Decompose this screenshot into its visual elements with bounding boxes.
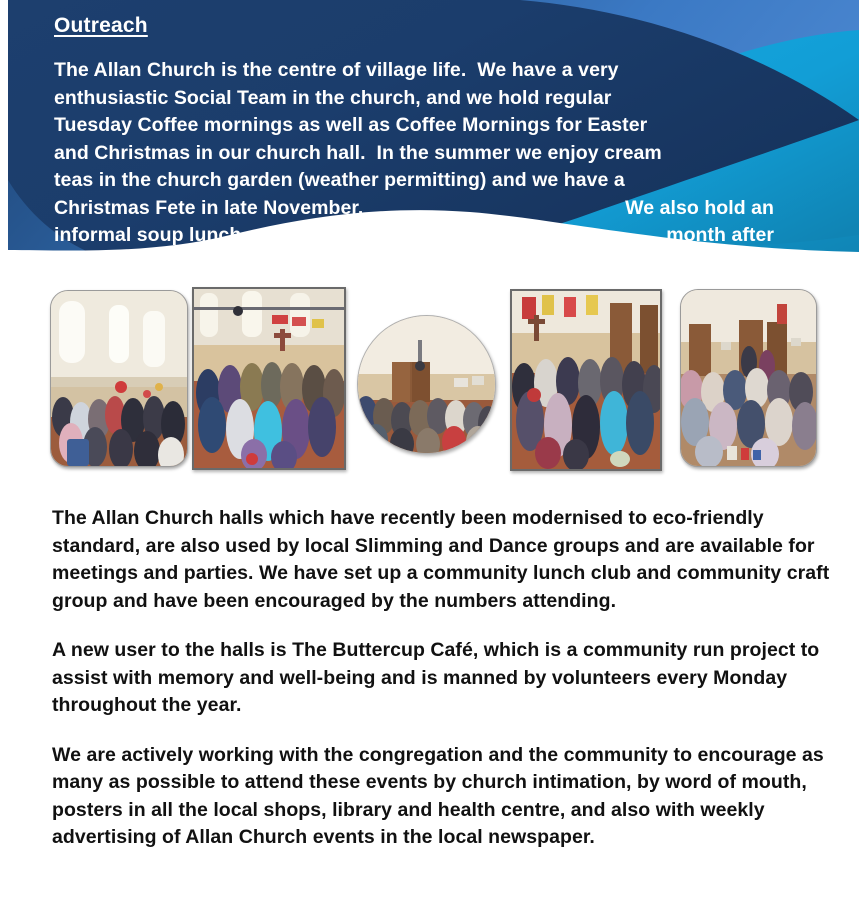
- banner-line-3: Tuesday Coffee mornings as well as Coffee Mornings for Easter: [54, 114, 648, 136]
- banner-line-8: Sunday worship.: [54, 251, 211, 274]
- banner-line-4: and Christmas in our church hall. In the summer we enjoy cream: [54, 141, 662, 164]
- paragraph-buttercup-cafe: A new user to the halls is The Buttercup Café, which is a community run project to assist with memory and well-being and is manned by volunteers every Monday throughout the year.: [52, 639, 820, 716]
- photo-church-hall-congregation-standing: [50, 290, 188, 467]
- paragraph-halls: The Allan Church halls which have recently been modernised to eco-friendly standard, are also used by local Slimming and Dance groups and are available for meetings and parties. We have set up a community lunch club and community craft group and have been encouraged by the numbers attending.: [52, 507, 830, 612]
- photo-church-hall-lunch-tables: [680, 289, 817, 467]
- banner-line-1: The Allan Church is the centre of village life. We have a very: [54, 59, 619, 81]
- photo-church-hall-dancing-group: [510, 289, 662, 471]
- banner-line-7-left: informal soup lunch once a: [54, 224, 309, 246]
- photo-2-image: [194, 289, 344, 468]
- photo-strip: [0, 283, 859, 483]
- outreach-banner: [0, 0, 859, 285]
- body-copy: [52, 505, 832, 852]
- banner-line-7: [54, 222, 814, 250]
- photo-church-hall-circle-dance-group: [192, 287, 346, 470]
- banner-text-layer: [0, 0, 859, 285]
- banner-line-6-right: We also hold an: [625, 196, 774, 219]
- banner-line-7-right: month after: [666, 224, 774, 246]
- banner-line-2: enthusiastic Social Team in the church, and we hold regular: [54, 86, 612, 109]
- photo-church-hall-seated-tables: [357, 315, 496, 454]
- photo-3-image: [358, 316, 495, 453]
- photo-5-image: [681, 290, 816, 466]
- banner-line-5: teas in the church garden (weather permitting) and we have a: [54, 169, 625, 191]
- section-heading: Outreach: [54, 14, 148, 37]
- paragraph-promotion: We are actively working with the congregation and the community to encourage as many as possible to attend these events by church intimation, by word of mouth, posters in all the local shops, library and health centre, and also with weekly advertising of Allan Church events in the local newspaper.: [52, 743, 824, 848]
- banner-line-6: [54, 195, 814, 223]
- banner-paragraph: [54, 57, 814, 277]
- banner-line-6-left: Christmas Fete in late November.: [54, 196, 364, 219]
- photo-4-image: [512, 291, 660, 469]
- photo-1-image: [51, 291, 187, 466]
